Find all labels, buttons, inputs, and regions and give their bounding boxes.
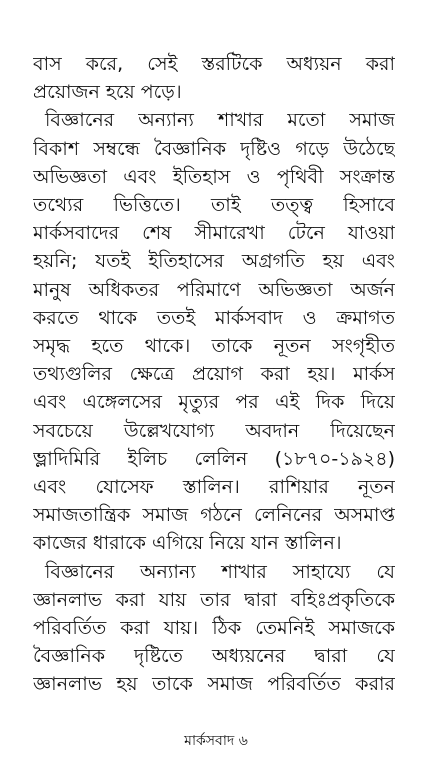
text-line: অভিজ্ঞতা এবং ইতিহাস ও পৃথিবী সংক্রান্ত bbox=[33, 165, 395, 188]
text-line: এবং এঙ্গেলসের মৃত্যুর পর এই দিক দিয়ে bbox=[33, 391, 395, 414]
text-line: বৈজ্ঞানিক দৃষ্টিতে অধ্যয়নের দ্বারা যে bbox=[33, 645, 395, 668]
text-line: বাস করে, সেই স্তরটিকে অধ্যয়ন করা bbox=[33, 53, 395, 75]
text-line: বিকাশ সম্বন্ধে বৈজ্ঞানিক দৃষ্টিও গড়ে উঠেছে bbox=[33, 137, 395, 160]
text-line: জ্ঞানলাভ হয় তাকে সমাজ পরিবর্তিত করার bbox=[33, 673, 395, 696]
text-line: সবচেয়ে উল্লেখযোগ্য অবদান দিয়েছেন bbox=[33, 419, 395, 442]
text-line: সমাজতান্ত্রিক সমাজ গঠনে লেনিনের অসমাপ্ত bbox=[33, 504, 395, 527]
text-line: বিজ্ঞানের অন্যান্য শাখার সাহায্যে যে bbox=[45, 560, 395, 583]
page-footer: মার্কসবাদ ৬ bbox=[184, 733, 248, 749]
text-line: করতে থাকে ততই মার্কসবাদ ও ক্রমাগত bbox=[33, 306, 395, 329]
text-line: এবং যোসেফ স্তালিন। রাশিয়ার নূতন bbox=[33, 476, 395, 499]
text-line: হয়নি; যতই ইতিহাসের অগ্রগতি হয় এবং bbox=[33, 250, 395, 273]
text-line: মার্কসবাদের শেষ সীমারেখা টেনে যাওয়া bbox=[33, 222, 395, 245]
text-line: জ্ঞানলাভ করা যায় তার দ্বারা বহিঃপ্রকৃতিকে bbox=[33, 588, 395, 611]
text-line: সমৃদ্ধ হতে থাকে। তাকে নূতন সংগৃহীত bbox=[33, 335, 395, 358]
text-line: পরিবর্তিত করা যায়। ঠিক তেমনিই সমাজকে bbox=[33, 617, 395, 640]
text-line: কাজের ধারাকে এগিয়ে নিয়ে যান স্তালিন। bbox=[33, 532, 342, 555]
text-line: ভ্লাদিমিরি ইলিচ লেলিন (১৮৭০-১৯২৪) bbox=[33, 447, 395, 470]
page-body-text bbox=[33, 50, 395, 699]
text-line: বিজ্ঞানের অন্যান্য শাখার মতো সমাজ bbox=[45, 109, 395, 132]
text-line: তথ্যের ভিত্তিতে। তাই তত্ত্ব হিসাবে bbox=[33, 194, 395, 217]
text-line: মানুষ অধিকতর পরিমাণে অভিজ্ঞতা অর্জন bbox=[33, 278, 395, 301]
text-line: প্রয়োজন হয়ে পড়ে। bbox=[33, 81, 182, 104]
text-line: তথ্যগুলির ক্ষেত্রে প্রয়োগ করা হয়। মার্কস bbox=[33, 363, 395, 386]
